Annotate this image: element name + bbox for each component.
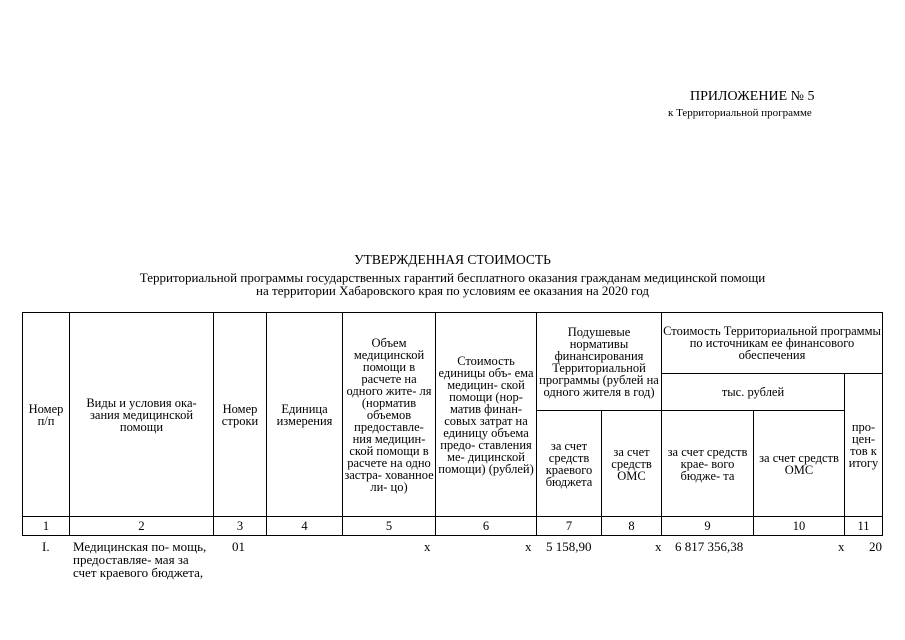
column-number: 9	[662, 517, 754, 536]
document-subtitle	[80, 271, 825, 297]
column-number: 10	[754, 517, 845, 536]
row-care-type: Медицинская по- мощь, предоставляе- мая за счет краевого бюджета,	[73, 539, 207, 580]
document-title: УТВЕРЖДЕННАЯ СТОИМОСТЬ	[354, 252, 551, 267]
row-number: I.	[42, 539, 50, 554]
header-oms-norm: за счет средств ОМС	[602, 411, 662, 517]
row-regional-norm: 5 158,90	[546, 539, 592, 554]
header-percent-total: про- цен- тов к итогу	[845, 374, 883, 517]
row-oms-norm: х	[655, 539, 662, 554]
row-percent: 20	[869, 539, 882, 554]
header-row-number: Номер п/п	[23, 313, 70, 517]
subtitle-line-2: на территории Хабаровского края по условиям ее оказания на 2020 год	[256, 283, 649, 298]
header-care-type: Виды и условия ока- зания медицинской помощи	[70, 313, 214, 517]
column-number: 8	[602, 517, 662, 536]
appendix-title: ПРИЛОЖЕНИЕ № 5	[690, 89, 815, 104]
header-unit-cost: Стоимость единицы объ- ема медицин- ской помощи (нор- матив финан- совых затрат на единицу объема предо- ставления ме- дицинской помощи) (рублей)	[436, 313, 537, 517]
column-number: 1	[23, 517, 70, 536]
row-unit-cost: х	[525, 539, 532, 554]
header-volume: Объем медицинской помощи в расчете на одного жите- ля (норматив объемов предоставле- ния медицин- ской помощи в расчете на одно застра- хованное ли- цо)	[343, 313, 436, 517]
header-regional-budget-cost: за счет средств крае- вого бюдже- та	[662, 411, 754, 517]
header-line-number: Номер строки	[214, 313, 267, 517]
header-program-cost: Стоимость Территориальной программы по источникам ее финансового обеспечения	[662, 313, 883, 374]
header-regional-budget-norm: за счет средств краевого бюджета	[537, 411, 602, 517]
header-thousand-rubles: тыс. рублей	[662, 374, 845, 411]
appendix-subtitle: к Территориальной программе	[668, 107, 812, 119]
column-number: 4	[267, 517, 343, 536]
subtitle-line-1: Территориальной программы государственных гарантий бесплатного оказания гражданам медицинской помощи	[139, 270, 766, 285]
column-number: 11	[845, 517, 883, 536]
column-number: 7	[537, 517, 602, 536]
row-volume: х	[424, 539, 431, 554]
header-unit: Единица измерения	[267, 313, 343, 517]
column-number: 3	[214, 517, 267, 536]
header-per-capita-norms: Подушевые нормативы финансирования Территориальной программы (рублей на одного жителя в год)	[537, 313, 662, 411]
cost-table	[22, 312, 883, 536]
header-oms-cost: за счет средств ОМС	[754, 411, 845, 517]
column-number: 5	[343, 517, 436, 536]
row-regional-cost: 6 817 356,38	[675, 539, 744, 554]
column-number: 6	[436, 517, 537, 536]
row-oms-cost: х	[838, 539, 845, 554]
column-number-row	[23, 517, 883, 536]
column-number: 2	[70, 517, 214, 536]
row-line-number: 01	[232, 539, 245, 554]
